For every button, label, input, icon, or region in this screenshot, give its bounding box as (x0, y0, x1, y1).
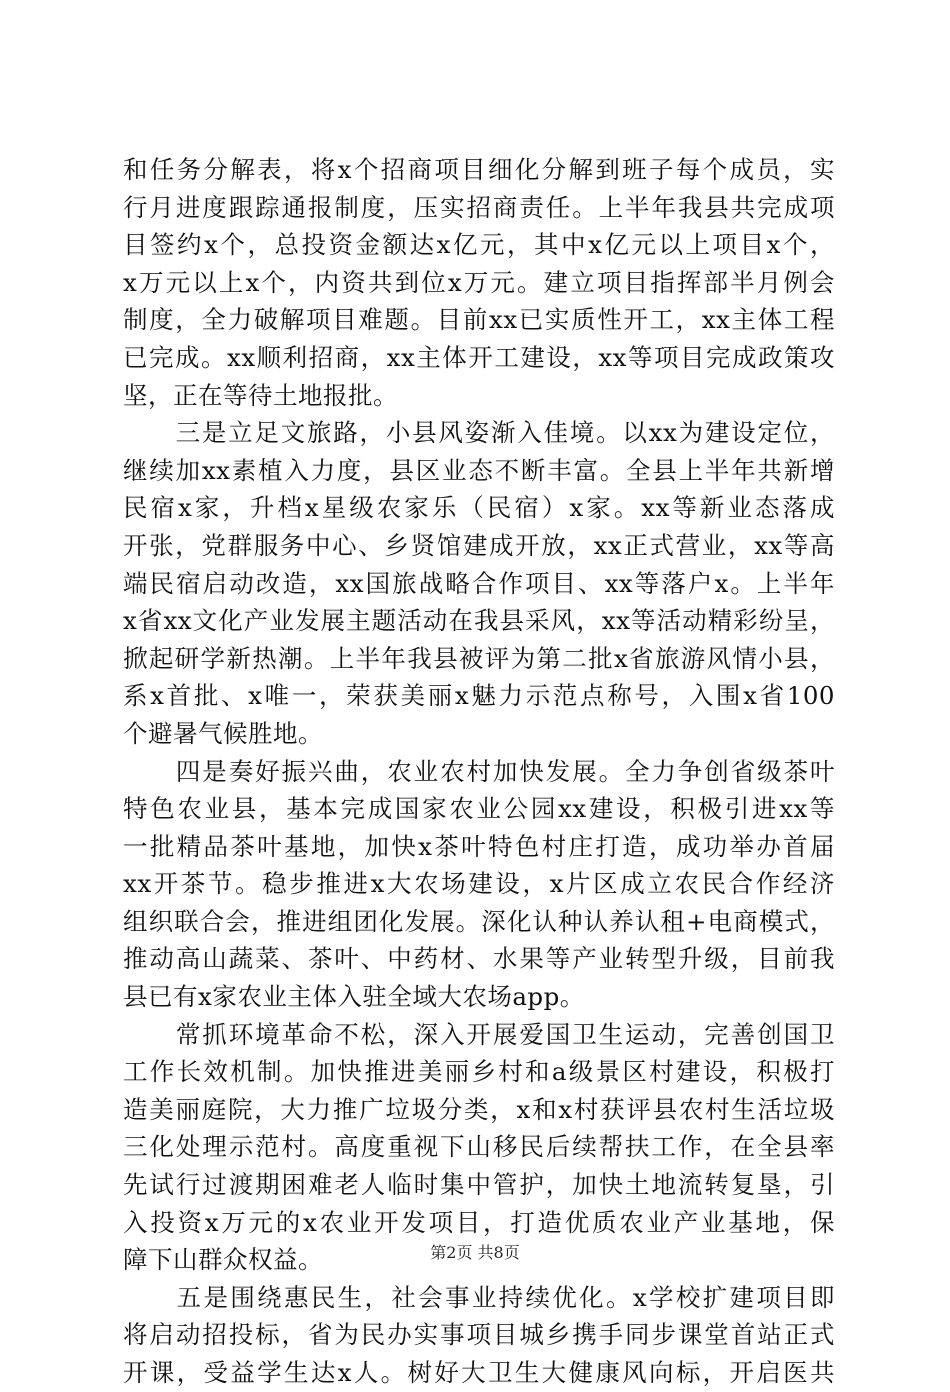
text-line: 先试行过渡期困难老人临时集中管护，加快土地流转复垦，引 (123, 1170, 835, 1200)
text-line: x万元以上x个，内资共到位x万元。建立项目指挥部半月例会 (123, 267, 835, 297)
text-line: 特色农业县，基本完成国家农业公园xx建设，积极引进xx等 (123, 794, 835, 824)
text-line: 一批精品茶叶基地，加快x茶叶特色村庄打造，成功举办首届 (123, 831, 835, 861)
text-line: 和任务分解表，将x个招商项目细化分解到班子每个成员，实 (123, 155, 835, 184)
text-line: 四是奏好振兴曲，农业农村加快发展。全力争创省级茶叶 (123, 756, 835, 786)
text-line: 行月进度跟踪通报制度，压实招商责任。上半年我县共完成项 (123, 192, 835, 222)
text-line: 目签约x个，总投资金额达x亿元，其中x亿元以上项目x个， (123, 230, 835, 260)
text-line: 工作长效机制。加快推进美丽乡村和a级景区村建设，积极打 (123, 1057, 835, 1087)
text-line: 常抓环境革命不松，深入开展爱国卫生运动，完善创国卫 (123, 1019, 835, 1049)
text-line: 入投资x万元的x农业开发项目，打造优质农业产业基地，保 (123, 1207, 835, 1237)
text-line: 县已有x家农业主体入驻全域大农场app。 (123, 982, 585, 1012)
text-line: 个避暑气候胜地。 (123, 718, 323, 748)
text-line: xx开茶节。稳步推进x大农场建设，x片区成立农民合作经济 (123, 869, 835, 899)
text-line: 开张，党群服务中心、乡贤馆建成开放，xx正式营业，xx等高 (123, 530, 835, 560)
page-footer: 第2页 共8页 (430, 1243, 520, 1262)
text-line: 三化处理示范村。高度重视下山移民后续帮扶工作，在全县率 (123, 1132, 835, 1162)
text-line: 五是围绕惠民生，社会事业持续优化。x学校扩建项目即 (123, 1282, 835, 1312)
text-line: 掀起研学新热潮。上半年我县被评为第二批x省旅游风情小县， (123, 643, 835, 673)
text-line: 推动高山蔬菜、茶叶、中药材、水果等产业转型升级，目前我 (123, 944, 835, 974)
text-line: 继续加xx素植入力度，县区业态不断丰富。全县上半年共新增 (123, 455, 835, 485)
text-line: 将启动招投标，省为民办实事项目城乡携手同步课堂首站正式 (123, 1320, 835, 1350)
text-line: 三是立足文旅路，小县风姿渐入佳境。以xx为建设定位， (123, 418, 835, 448)
text-line: 障下山群众权益。 (123, 1245, 323, 1275)
text-line: 系x首批、x唯一，荣获美丽x魅力示范点称号，入围x省100 (123, 681, 835, 711)
text-line: x省xx文化产业发展主题活动在我县采风，xx等活动精彩纷呈， (123, 606, 835, 636)
text-line: 制度，全力破解项目难题。目前xx已实质性开工，xx主体工程 (123, 305, 835, 335)
document-body (123, 151, 835, 1392)
text-line: 造美丽庭院，大力推广垃圾分类，x和x村获评县农村生活垃圾 (123, 1094, 835, 1124)
text-line: 已完成。xx顺利招商，xx主体开工建设，xx等项目完成政策攻 (123, 342, 835, 372)
text-line: 开课，受益学生达x人。树好大卫生大健康风向标，开启医共 (123, 1358, 835, 1387)
text-line: 端民宿启动改造，xx国旅战略合作项目、xx等落户x。上半年 (123, 568, 835, 598)
text-line: 组织联合会，推进组团化发展。深化认种认养认租+电商模式， (123, 906, 835, 936)
text-line: 民宿x家，升档x星级农家乐（民宿）x家。xx等新业态落成 (123, 493, 835, 523)
text-line: 坚，正在等待土地报批。 (123, 380, 398, 410)
